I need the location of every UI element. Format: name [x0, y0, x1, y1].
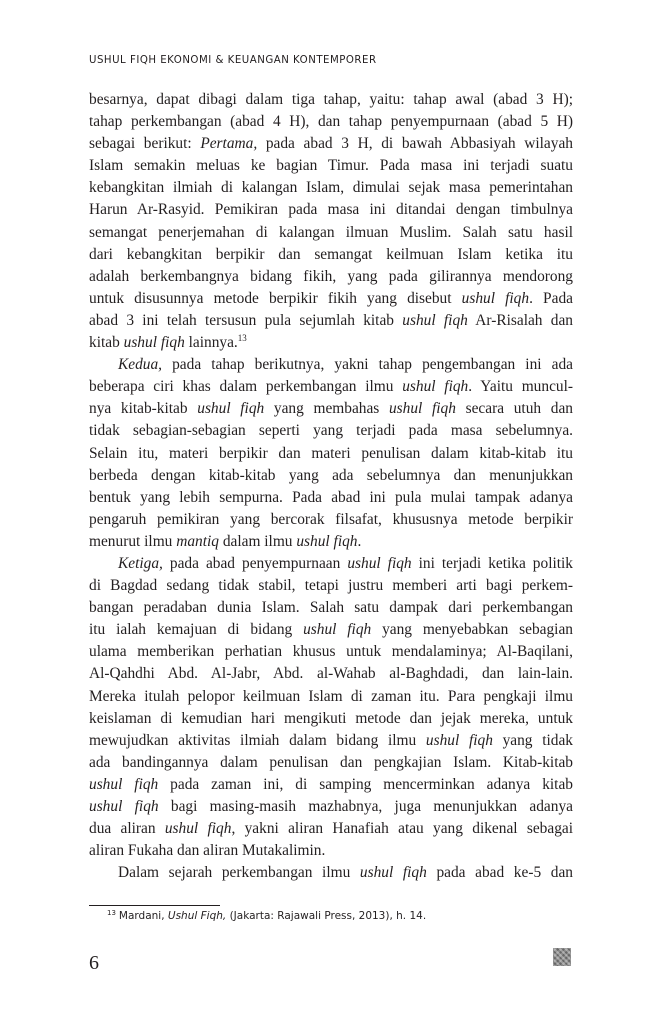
text-line: itu ialah kemajuan di bidang ushul fiqh yang menyebabkan sebagian [89, 621, 573, 639]
emphasis: ushul fiqh [402, 378, 469, 396]
text-line: Selain itu, materi berpikir dan materi penulisan dalam kitab-kitab itu [89, 444, 573, 462]
emphasis: ushul fiqh [425, 731, 493, 749]
text-line: Al-Qahdhi Abd. Al-Jabr, Abd. al-Wahab al-Baghdadi, dan lain-lain. [89, 665, 573, 683]
page-number: 6 [89, 952, 99, 974]
text-line: semangat penerjemahan di kalangan ilmuan Muslim. Salah satu hasil [89, 223, 573, 241]
text-line: tahap perkembangan (abad 4 H), dan tahap penyempurnaan (abad 5 H) [89, 113, 573, 131]
emphasis: ushul fiqh [296, 532, 358, 550]
footnote-divider [89, 905, 220, 906]
text-line: nya kitab-kitab ushul fiqh yang membahas ushul fiqh secara utuh dan [89, 400, 573, 418]
text-line: untuk disusunnya metode berpikir fikih yang disebut ushul fiqh. Pada [89, 289, 573, 307]
emphasis: ushul fiqh [359, 864, 427, 882]
text-line: bangan peradaban dunia Islam. Salah satu dampak dari perkembangan [89, 599, 573, 617]
text-line: bentuk yang lebih sempurna. Pada abad ini pula mulai tampak adanya [89, 488, 573, 506]
text-line: kitab ushul fiqh lainnya.$^{13}$ [89, 333, 247, 352]
text-line: di Bagdad sedang tidak stabil, tetapi justru memberi arti bagi perkem- [89, 577, 573, 595]
emphasis: ushul fiqh [123, 334, 185, 352]
emphasis: ushul fiqh [347, 554, 412, 572]
text-line: mewujudkan aktivitas ilmiah dalam bidang ilmu ushul fiqh yang tidak [89, 731, 573, 749]
emphasis: Kedua, [118, 356, 163, 374]
text-line: Ketiga, pada abad penyempurnaan ushul fiqh ini terjadi ketika politik [118, 554, 573, 572]
ornament-icon [553, 948, 571, 966]
emphasis: ushul fiqh [303, 621, 372, 639]
text-line: berbeda dengan kitab-kitab yang ada sebelumnya dan menunjukkan [89, 466, 573, 484]
text-line: Dalam sejarah perkembangan ilmu ushul fiqh pada abad ke-5 dan [118, 864, 573, 882]
text-line: menurut ilmu mantiq dalam ilmu ushul fiqh. [89, 532, 362, 550]
footnote-book-title: Ushul Fiqh, [167, 910, 227, 922]
footnote-reference[interactable]: 13 [237, 333, 247, 344]
text-line: besarnya, dapat dibagi dalam tiga tahap, yaitu: tahap awal (abad 3 H); [89, 91, 573, 108]
emphasis: ushul fiqh [461, 289, 530, 307]
text-line: Mereka itulah pelopor keilmuan Islam di zaman itu. Para pengkaji ilmu [89, 687, 573, 705]
text-line: ushul fiqh pada zaman ini, di samping mencerminkan adanya kitab [89, 775, 573, 793]
emphasis: ushul fiqh [402, 311, 468, 329]
emphasis: ushul fiqh [388, 400, 456, 418]
text-line: ada bandingannya dalam penulisan dan pengkajian Islam. Kitab-kitab [89, 753, 573, 771]
text-line: sebagai berikut: Pertama, pada abad 3 H, di bawah Abbasiyah wilayah [89, 135, 573, 153]
emphasis: mantiq [176, 532, 219, 550]
text-line: Islam semakin meluas ke bagian Timur. Pada masa ini terjadi suatu [89, 157, 573, 175]
footnote: $^{13}$ Mardani, Ushul Fiqh, (Jakarta: Rajawali Press, 2013), h. 14. [107, 909, 427, 922]
text-line: adalah berkembangnya bidang fikih, yang pada gilirannya mendorong [89, 267, 573, 285]
text-line: ulama memberikan perhatian khusus untuk mendalaminya; Al-Baqilani, [89, 643, 573, 661]
text-line: dua aliran ushul fiqh, yakni aliran Hanafiah atau yang dikenal sebagai [89, 820, 573, 838]
emphasis: Pertama, [200, 135, 258, 153]
text-line: dari kebangkitan berpikir dan semangat keilmuan Islam ketika itu [89, 245, 573, 263]
text-line: aliran Fukaha dan aliran Mutakalimin. [89, 842, 326, 860]
text-line: Kedua, pada tahap berikutnya, yakni tahap pengembangan ini ada [118, 356, 573, 374]
emphasis: ushul fiqh [89, 775, 159, 793]
text-line: Harun Ar-Rasyid. Pemikiran pada masa ini ditandai dengan timbulnya [89, 201, 573, 219]
text-line: abad 3 ini telah tersusun pula sejumlah kitab ushul fiqh Ar-Risalah dan [89, 311, 573, 329]
footnote-number: 13 [107, 909, 116, 917]
text-line: beberapa ciri khas dalam perkembangan ilmu ushul fiqh. Yaitu muncul- [89, 378, 573, 396]
text-line: ushul fiqh bagi masing-masih mazhabnya, juga menunjukkan adanya [89, 798, 573, 815]
emphasis: ushul fiqh [197, 400, 265, 418]
running-header: USHUL FIQH EKONOMI & KEUANGAN KONTEMPORER [89, 55, 377, 66]
text-line: keislaman di kemudian hari mengikuti metode dan jejak mereka, untuk [89, 709, 573, 727]
emphasis: Ketiga, [118, 554, 163, 572]
text-line: tidak sebagian-sebagian seperti yang terjadi pada masa sebelumnya. [89, 422, 573, 440]
emphasis: ushul fiqh [164, 820, 232, 838]
emphasis: ushul fiqh [89, 798, 159, 815]
text-line: pengaruh pemikiran yang bercorak filsafat, khususnya metode berpikir [89, 510, 573, 528]
text-line: kebangkitan ilmiah di kalangan Islam, dimulai sejak masa pemerintahan [89, 179, 573, 197]
body-text [89, 89, 573, 884]
